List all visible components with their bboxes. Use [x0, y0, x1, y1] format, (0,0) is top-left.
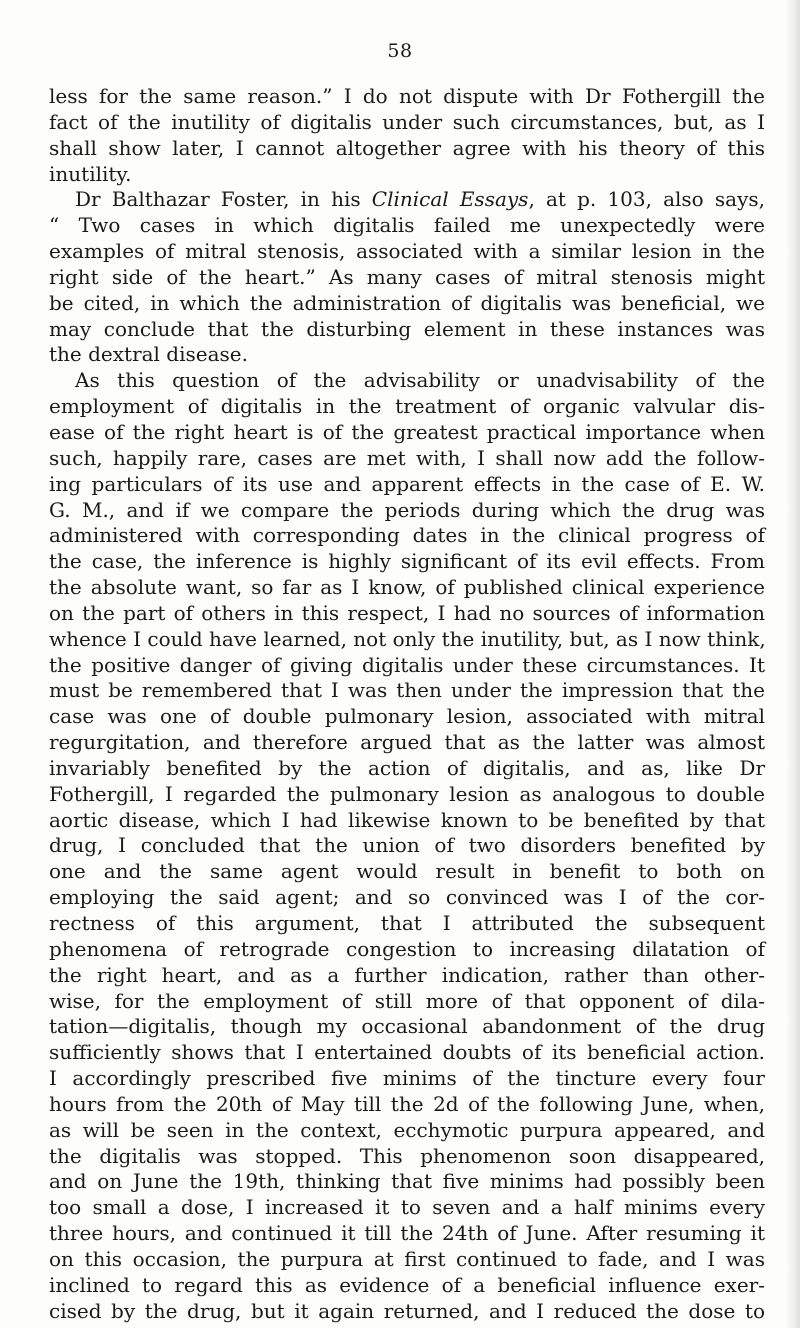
- text-line: the dextral disease.: [49, 342, 248, 367]
- text-line: on this occasion, the purpura at first continued to fade, and I was: [49, 1246, 765, 1271]
- text-line: less for the same reason.” I do not dispute with Dr Fothergill the: [49, 84, 765, 108]
- text-line: Dr Balthazar Foster, in his Clinical Essays, at p. 103, also says,: [75, 187, 765, 212]
- text-line: be cited, in which the administration of digitalis was beneficial, we: [49, 290, 765, 315]
- book-title: Clinical Essays: [371, 187, 529, 212]
- text-line: as will be seen in the context, ecchymotic purpura appeared, and: [49, 1117, 765, 1142]
- text-line: As this question of the advisability or unadvisability of the: [75, 368, 765, 393]
- text-line: the case, the inference is highly significant of its evil effects. From: [49, 549, 765, 574]
- text-line: inclined to regard this as evidence of a beneficial influence exer-: [49, 1272, 765, 1297]
- text-line: whence I could have learned, not only the inutility, but, as I now think,: [49, 626, 766, 651]
- text-line: hours from the 20th of May till the 2d of the following June, when,: [49, 1091, 765, 1116]
- page-number: 58: [387, 40, 413, 62]
- text-line: I accordingly prescribed five minims of the tincture every four: [49, 1066, 765, 1091]
- text-line: must be remembered that I was then under the impression that the: [49, 678, 765, 703]
- text-line: may conclude that the disturbing element in these instances was: [49, 316, 765, 341]
- text-line: on the part of others in this respect, I had no sources of information: [49, 600, 765, 625]
- text-line: such, happily rare, cases are met with, I shall now add the follow-: [49, 445, 765, 470]
- text-line: case was one of double pulmonary lesion, associated with mitral: [49, 704, 765, 729]
- text-line: examples of mitral stenosis, associated with a similar lesion in the: [49, 239, 765, 264]
- text-line: “ Two cases in which digitalis failed me unexpectedly were: [49, 213, 765, 238]
- text-line: the positive danger of giving digitalis under these circumstances. It: [49, 652, 765, 677]
- text-line: Fothergill, I regarded the pulmonary lesion as analogous to double: [49, 781, 765, 806]
- text-line: too small a dose, I increased it to seven and a half minims every: [49, 1195, 765, 1220]
- text-line: regurgitation, and therefore argued that as the latter was almost: [49, 730, 765, 755]
- text-line: phenomena of retrograde congestion to increasing dilatation of: [49, 936, 765, 961]
- text-line: administered with corresponding dates in the clinical progress of: [49, 523, 765, 548]
- text-line: rectness of this argument, that I attributed the subsequent: [49, 911, 765, 935]
- text-line: drug, I concluded that the union of two disorders benefited by: [49, 833, 765, 858]
- text-line: tation—digitalis, though my occasional abandonment of the drug: [49, 1014, 765, 1039]
- text-line: sufficiently shows that I entertained doubts of its beneficial action.: [49, 1040, 765, 1065]
- text-line: the digitalis was stopped. This phenomenon soon disappeared,: [49, 1143, 765, 1168]
- text-line: the absolute want, so far as I know, of published clinical experience: [49, 575, 765, 600]
- text-line: the right heart, and as a further indication, rather than other-: [49, 962, 765, 987]
- text-line: fact of the inutility of digitalis under such circumstances, but, as I: [49, 109, 765, 134]
- text-line: invariably benefited by the action of digitalis, and as, like Dr: [49, 755, 765, 780]
- text-line: three hours, and continued it till the 24th of June. After resuming it: [49, 1221, 765, 1246]
- text-line: cised by the drug, but it again returned, and I reduced the dose to: [49, 1298, 765, 1323]
- text-line: aortic disease, which I had likewise known to be benefited by that: [49, 807, 765, 832]
- page-edge-shadow: [786, 0, 800, 1328]
- text-line: one and the same agent would result in benefit to both on: [49, 859, 765, 884]
- text-line: ing particulars of its use and apparent effects in the case of E. W.: [49, 471, 765, 496]
- text-line: wise, for the employment of still more of that opponent of dila-: [49, 988, 765, 1013]
- text-line: inutility.: [49, 161, 132, 186]
- text-line: G. M., and if we compare the periods during which the drug was: [49, 497, 765, 522]
- body-text: [49, 84, 765, 1325]
- text-line: employment of digitalis in the treatment of organic valvular dis-: [49, 394, 765, 419]
- text-line: shall show later, I cannot altogether agree with his theory of this: [49, 135, 765, 160]
- text-line: right side of the heart.” As many cases of mitral stenosis might: [49, 264, 765, 289]
- text-line: ease of the right heart is of the greatest practical importance when: [49, 419, 765, 444]
- text-line: and on June the 19th, thinking that five minims had possibly been: [49, 1169, 765, 1194]
- text-line: employing the said agent; and so convinced was I of the cor-: [49, 885, 765, 910]
